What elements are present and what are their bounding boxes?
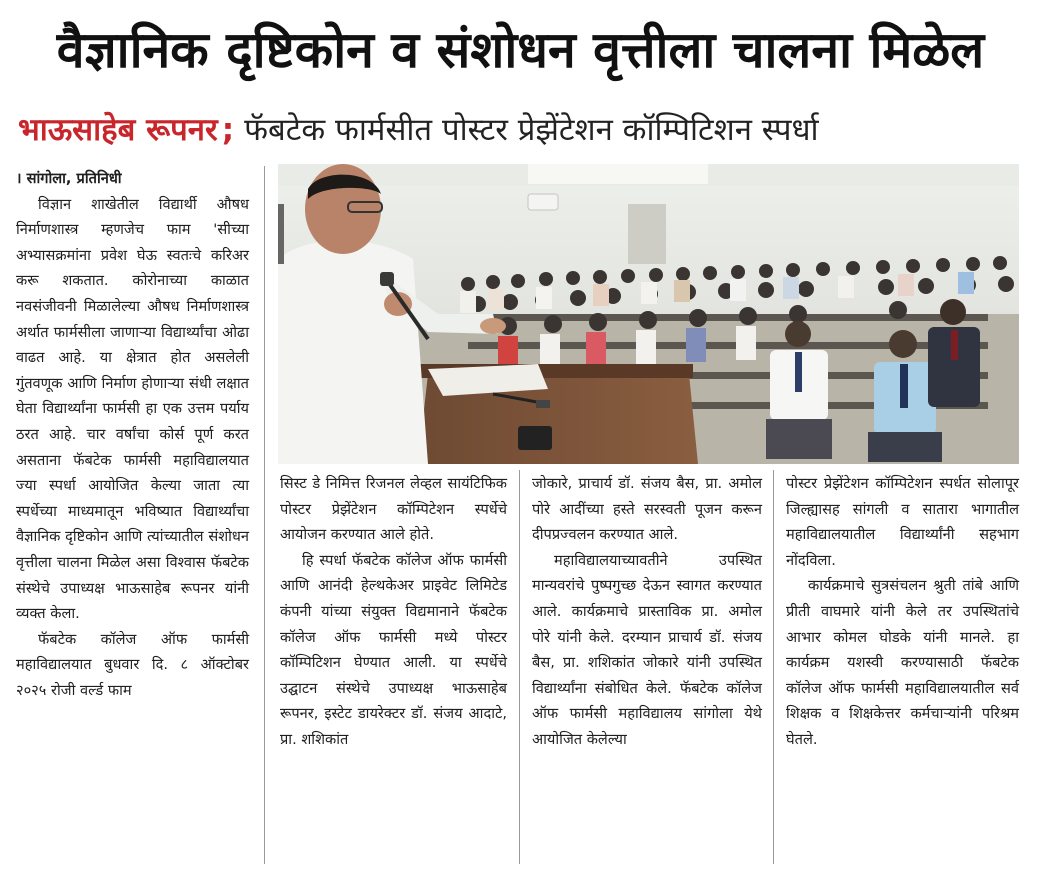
paragraph: पोस्टर प्रेझेंटेशन कॉम्पिटेशन स्पर्धत सोलापूर जिल्ह्यासह सांगली व सातारा भागातील महाविद्यालयातील विद्यार्थ्यांनी सहभाग नोंदविला. bbox=[786, 475, 1019, 569]
article-column-1 bbox=[16, 166, 249, 703]
article-column-4 bbox=[786, 471, 1019, 753]
paragraph: सिस्ट डे निमित्त रिजनल लेव्हल सायंटिफिक पोस्टर प्रेझेंटेशन कॉम्पिटेशन स्पर्धेचे आयोजन करण्यात आले होते. bbox=[280, 475, 507, 544]
subheadline-separator: ; bbox=[221, 112, 235, 148]
paragraph: विज्ञान शाखेतील विद्यार्थी औषध निर्माणशास्त्र म्हणजेच फाम 'सीच्या अभ्यासक्रमांना प्रवेश घेऊ स्वतःचे करिअर करू शकतात. कोरोनाच्या काळात नवसंजीवनी मिळालेल्या औषध निर्माणशास्त्र अर्थात फार्मसीला जाणाऱ्या विद्यार्थ्यांचा ओढा वाढत आहे. या क्षेत्रात होत असलेली गुंतवणूक आणि निर्माण होणाऱ्या संधी लक्षात घेता विद्यार्थ्यांना फार्मसी हा एक उत्तम पर्याय ठरत आहे. चार वर्षांचा कोर्स पूर्ण करत असताना फॅबटेक फार्मसी महाविद्यालयात ज्या स्पर्धा आयोजित केल्या जाता त्या स्पर्धेच्या माध्यमातून भविष्यात विद्यार्थ्यांचा वैज्ञानिक दृष्टिकोन आणि त्यांच्यातील संशोधन वृत्तीला चालना मिळेल असा विश्वास फॅबटेक संस्थेचे उपाध्यक्ष भाऊसाहेब रूपनर यांनी व्यक्त केला. bbox=[16, 195, 249, 623]
subheadline bbox=[18, 98, 1023, 162]
dateline: । सांगोला, प्रतिनिधी bbox=[16, 170, 122, 187]
article-column-3 bbox=[532, 471, 762, 753]
column-rule bbox=[773, 470, 774, 864]
article-column-2 bbox=[280, 471, 507, 753]
column-rule bbox=[519, 470, 520, 864]
column-rule bbox=[264, 166, 265, 864]
paragraph: हि स्पर्धा फॅबटेक कॉलेज ऑफ फार्मसी आणि आनंदी हेल्थकेअर प्राइवेट लिमिटेड कंपनी यांच्या संयुक्त विद्यमानाने फॅबटेक कॉलेज ऑफ फार्मसी मध्ये पोस्टर कॉम्पिटिशन घेण्यात आली. या स्पर्धेचे उद्घाटन संस्थेचे उपाध्यक्ष भाऊसाहेब रूपनर, इस्टेट डायरेक्टर डॉ. संजय आदाटे, प्रा. शशिकांत bbox=[280, 551, 507, 748]
paragraph: जोकारे, प्राचार्य डॉ. संजय बैस, प्रा. अमोल पोरे आदींच्या हस्ते सरस्वती पूजन करून दीपप्रज्वलन करण्यात आले. bbox=[532, 475, 762, 544]
subheadline-title: फॅबटेक फार्मसीत पोस्टर प्रेझेंटेशन कॉम्पिटिशन स्पर्धा bbox=[244, 112, 819, 148]
headline: वैज्ञानिक दृष्टिकोन व संशोधन वृत्तीला चालना मिळेल bbox=[56, 21, 985, 79]
paragraph: महाविद्यालयाच्यावतीने उपस्थित मान्यवरांचे पुष्पगुच्छ देऊन स्वागत करण्यात आले. कार्यक्रमाचे प्रास्ताविक प्रा. अमोल पोरे यांनी केले. दरम्यान प्राचार्य डॉ. संजय बैस, प्रा. शशिकांत जोकारे यांनी उपस्थित विद्यार्थ्यांना संबोधित केले. फॅबटेक कॉलेज ऑफ फार्मसी महाविद्यालय सांगोला येथे आयोजित केलेल्या bbox=[532, 551, 762, 748]
event-photo bbox=[278, 164, 1019, 464]
paragraph: फॅबटेक कॉलेज ऑफ फार्मसी महाविद्यालयात बुधवार दि. ८ ऑक्टोबर २०२५ रोजी वर्ल्ड फाम bbox=[16, 630, 249, 699]
paragraph: कार्यक्रमाचे सुत्रसंचलन श्रुती तांबे आणि प्रीती वाघमारे यांनी केले तर उपस्थितांचे आभार कोमल घोडके यांनी मानले. हा कार्यक्रम यशस्वी करण्यासाठी फॅबटेक कॉलेज ऑफ फार्मसी महाविद्यालयातील सर्व शिक्षक व शिक्षकेत्तर कर्मचाऱ्यांनी परिश्रम घेतले. bbox=[786, 577, 1019, 748]
subheadline-author: भाऊसाहेब रूपनर bbox=[18, 112, 218, 148]
